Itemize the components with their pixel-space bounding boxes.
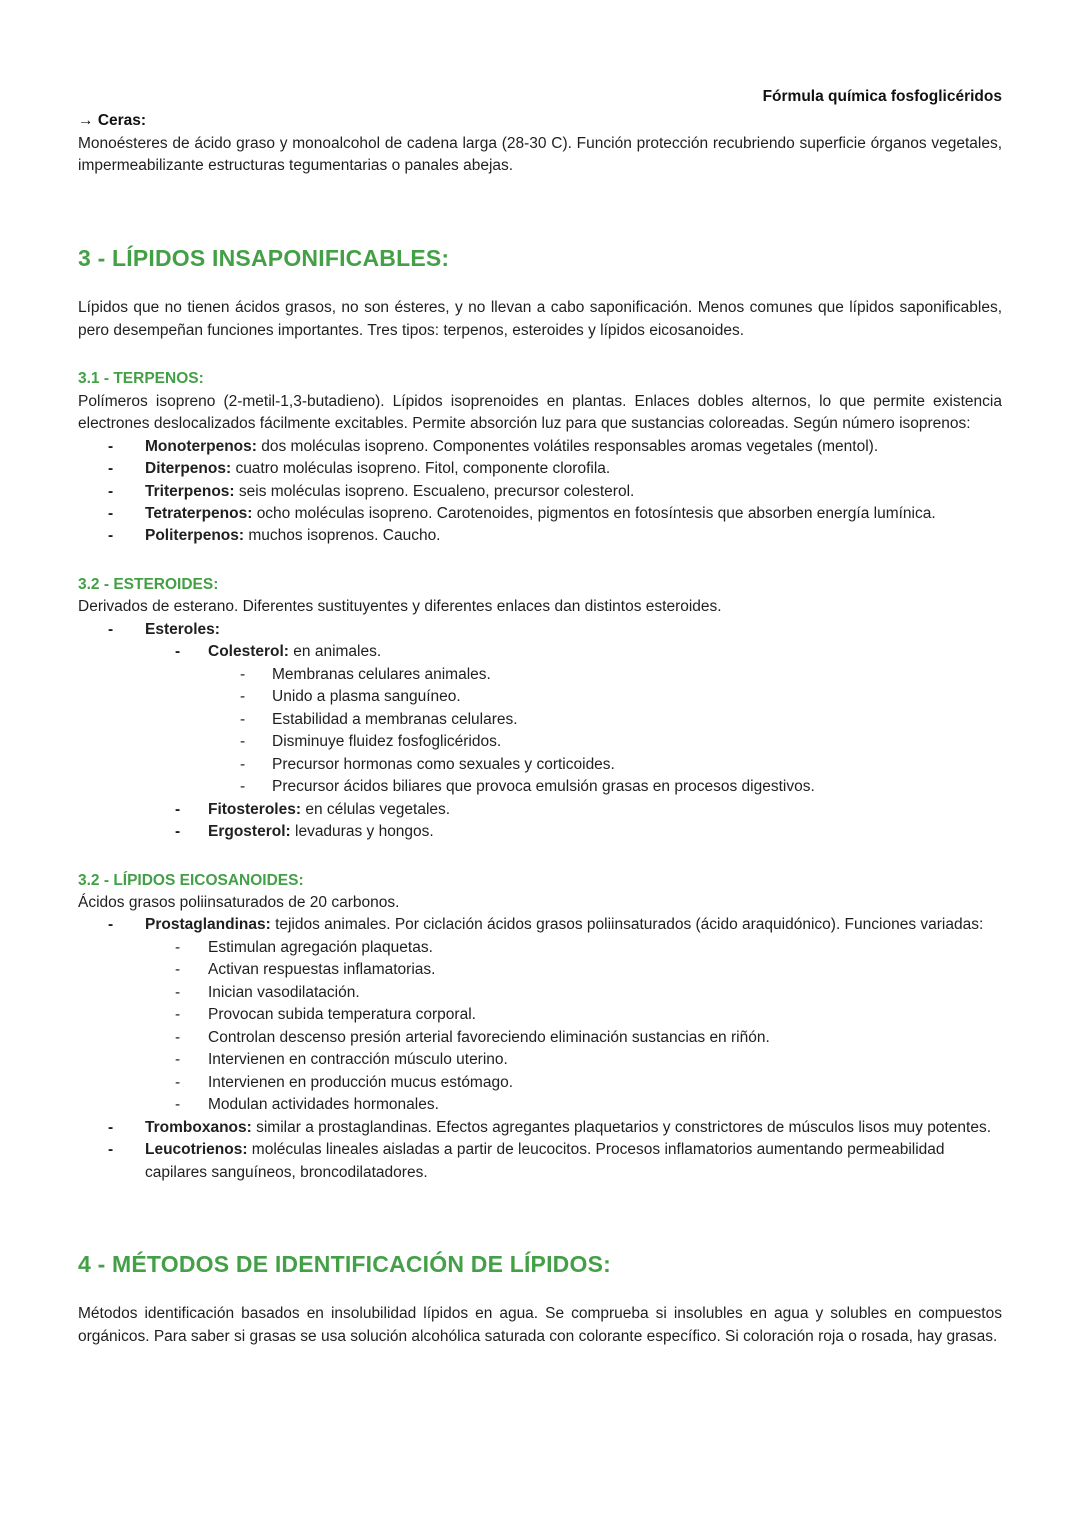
spacer	[78, 1184, 1002, 1248]
item-desc: similar a prostaglandinas. Efectos agregantes plaquetarios y constrictores de músculos lisos muy potentes.	[256, 1118, 992, 1136]
item-text: Estabilidad a membranas celulares.	[272, 710, 518, 728]
item-label: Monoterpenos:	[145, 437, 257, 455]
item-text: Intervienen en producción mucus estómago.	[208, 1073, 514, 1091]
item-label: Ergosterol:	[208, 823, 291, 841]
dash-bullet: -	[175, 800, 181, 818]
item-label: Politerpenos:	[145, 527, 245, 545]
dash-bullet: -	[175, 823, 181, 841]
dash-bullet: -	[240, 733, 246, 751]
item-label: Diterpenos:	[145, 460, 232, 478]
dash-bullet: -	[240, 755, 246, 773]
item-text: Disminuye fluidez fosfoglicéridos.	[272, 733, 502, 751]
spacer	[78, 342, 1002, 368]
item-text	[208, 799, 1002, 821]
list-item	[78, 619, 1002, 641]
item-text: Intervienen en contracción músculo uterino.	[208, 1051, 508, 1069]
item-desc: tejidos animales. Por ciclación ácidos grasos poliinsaturados (ácido araquidónico). Funciones variadas:	[275, 916, 984, 934]
item-text: Provocan subida temperatura corporal.	[208, 1006, 476, 1024]
spacer	[78, 178, 1002, 242]
item-desc: levaduras y hongos.	[295, 823, 434, 841]
dash-bullet: -	[240, 688, 246, 706]
item-label: Fitosteroles:	[208, 800, 302, 818]
esteroides-list	[78, 619, 1002, 844]
list-item	[78, 754, 1002, 776]
dash-bullet: -	[175, 1096, 181, 1114]
list-item	[78, 937, 1002, 959]
item-text	[145, 436, 1002, 458]
item-text	[208, 821, 1002, 843]
dash-bullet: -	[108, 482, 114, 500]
terpenos-list	[78, 436, 1002, 548]
item-desc: muchos isoprenos. Caucho.	[248, 527, 441, 545]
list-item	[78, 436, 1002, 458]
dash-bullet: -	[108, 1141, 114, 1159]
item-text	[145, 1117, 1002, 1139]
dash-bullet: -	[240, 778, 246, 796]
list-item	[78, 982, 1002, 1004]
subsection-esteroides-title: 3.2 - ESTEROIDES:	[78, 575, 219, 593]
list-item	[78, 503, 1002, 525]
item-text	[145, 458, 1002, 480]
dash-bullet: -	[175, 938, 181, 956]
list-item	[78, 776, 1002, 798]
dash-bullet: -	[108, 1118, 114, 1136]
dash-bullet: -	[175, 1051, 181, 1069]
item-desc: seis moléculas isopreno. Escualeno, precursor colesterol.	[238, 482, 635, 500]
dash-bullet: -	[108, 504, 114, 522]
spacer	[78, 548, 1002, 574]
item-desc: en células vegetales.	[305, 800, 451, 818]
item-label: Esteroles:	[145, 620, 220, 638]
dash-bullet: -	[108, 620, 114, 638]
dash-bullet: -	[175, 1028, 181, 1046]
list-item	[78, 914, 1002, 936]
list-item	[78, 1139, 1002, 1184]
list-item	[78, 799, 1002, 821]
item-label: Leucotrienos:	[145, 1141, 248, 1159]
item-label: Prostaglandinas:	[145, 916, 271, 934]
item-text	[145, 481, 1002, 503]
item-text: Modulan actividades hormonales.	[208, 1096, 439, 1114]
subsection-eicosanoides-title: 3.2 - LÍPIDOS EICOSANOIDES:	[78, 871, 304, 889]
eicosanoides-intro: Ácidos grasos poliinsaturados de 20 carbonos.	[78, 894, 400, 911]
item-text	[145, 525, 1002, 547]
item-label: Triterpenos:	[145, 482, 235, 500]
header-note: Fórmula química fosfoglicéridos	[762, 88, 1002, 105]
spacer	[78, 844, 1002, 870]
list-item	[78, 1027, 1002, 1049]
dash-bullet: -	[108, 460, 114, 478]
ceras-heading	[78, 110, 1002, 132]
list-item	[78, 686, 1002, 708]
item-label: Colesterol:	[208, 643, 289, 661]
item-text	[145, 619, 1002, 641]
subsection-terpenos-title: 3.1 - TERPENOS:	[78, 370, 204, 388]
dash-bullet: -	[175, 983, 181, 1001]
section-4-paragraph: Métodos identificación basados en insolubilidad lípidos en agua. Se comprueba si insolubles en agua y solubles en compuestos orgánicos. Para saber si grasas se usa solución alcohólica saturada con colorante específico. Si coloración roja o rosada, hay grasas.	[78, 1305, 1002, 1345]
item-text: Inician vasodilatación.	[208, 983, 360, 1001]
section-3-intro: Lípidos que no tienen ácidos grasos, no son ésteres, y no llevan a cabo saponificación. Menos comunes que lípidos saponificables, pero desempeñan funciones importantes. Tres tipos: terpenos, esteroides y lípidos eicosanoides.	[78, 299, 1002, 339]
list-item	[78, 1117, 1002, 1139]
dash-bullet: -	[175, 1006, 181, 1024]
dash-bullet: -	[240, 710, 246, 728]
section-3-title: 3 - LÍPIDOS INSAPONIFICABLES:	[78, 244, 450, 271]
dash-bullet: -	[108, 437, 114, 455]
dash-bullet: -	[175, 961, 181, 979]
item-text: Controlan descenso presión arterial favoreciendo eliminación sustancias en riñón.	[208, 1028, 770, 1046]
item-text	[145, 1139, 1002, 1184]
item-text	[208, 641, 1002, 663]
ceras-paragraph: Monoésteres de ácido graso y monoalcohol de cadena larga (28-30 C). Función protección recubriendo superficie órganos vegetales, impermeabilizante estructuras tegumentarias o panales abejas.	[78, 134, 1002, 175]
item-desc: cuatro moléculas isopreno. Fitol, componente clorofila.	[235, 460, 611, 478]
item-text: Membranas celulares animales.	[272, 665, 491, 683]
list-item	[78, 709, 1002, 731]
list-item	[78, 821, 1002, 843]
list-item	[78, 525, 1002, 547]
item-desc: dos moléculas isopreno. Componentes volátiles responsables aromas vegetales (mentol).	[261, 437, 879, 455]
terpenos-intro: Polímeros isopreno (2-metil-1,3-butadieno). Lípidos isoprenoides en plantas. Enlaces dobles alternos, lo que permite existencia electrones deslocalizados fácilmente excitables. Permite absorción luz para que sustancias coloreadas. Según número isoprenos:	[78, 392, 1002, 433]
item-desc: ocho moléculas isopreno. Carotenoides, pigmentos en fotosíntesis que absorben energía lumínica.	[256, 504, 936, 522]
dash-bullet: -	[175, 643, 181, 661]
list-item	[78, 458, 1002, 480]
item-text: Estimulan agregación plaquetas.	[208, 938, 433, 956]
item-text: Precursor ácidos biliares que provoca emulsión grasas en procesos digestivos.	[272, 778, 815, 796]
arrow-icon: →	[78, 112, 94, 130]
item-text: Activan respuestas inflamatorias.	[208, 961, 436, 979]
item-desc: moléculas lineales aisladas a partir de leucocitos. Procesos inflamatorios aumentando permeabilidad capilares sanguíneos, broncodilatadores.	[145, 1141, 945, 1181]
list-item	[78, 664, 1002, 686]
ceras-label: Ceras:	[97, 112, 147, 130]
list-item	[78, 1094, 1002, 1116]
list-item	[78, 1072, 1002, 1094]
list-item	[78, 1049, 1002, 1071]
item-desc: en animales.	[293, 643, 382, 661]
item-text	[145, 503, 1002, 525]
item-label: Tromboxanos:	[145, 1118, 252, 1136]
dash-bullet: -	[108, 916, 114, 934]
eicosanoides-list	[78, 914, 1002, 1184]
item-label: Tetraterpenos:	[145, 504, 253, 522]
list-item	[78, 1004, 1002, 1026]
dash-bullet: -	[175, 1073, 181, 1091]
item-text: Unido a plasma sanguíneo.	[272, 688, 461, 706]
item-text: Precursor hormonas como sexuales y corticoides.	[272, 755, 615, 773]
esteroides-intro: Derivados de esterano. Diferentes sustituyentes y diferentes enlaces dan distintos esteroides.	[78, 598, 722, 616]
item-text	[145, 914, 1002, 936]
list-item	[78, 959, 1002, 981]
list-item	[78, 731, 1002, 753]
list-item	[78, 641, 1002, 663]
list-item	[78, 481, 1002, 503]
section-4-title: 4 - MÉTODOS DE IDENTIFICACIÓN DE LÍPIDOS:	[78, 1251, 611, 1278]
dash-bullet: -	[240, 665, 246, 683]
dash-bullet: -	[108, 527, 114, 545]
